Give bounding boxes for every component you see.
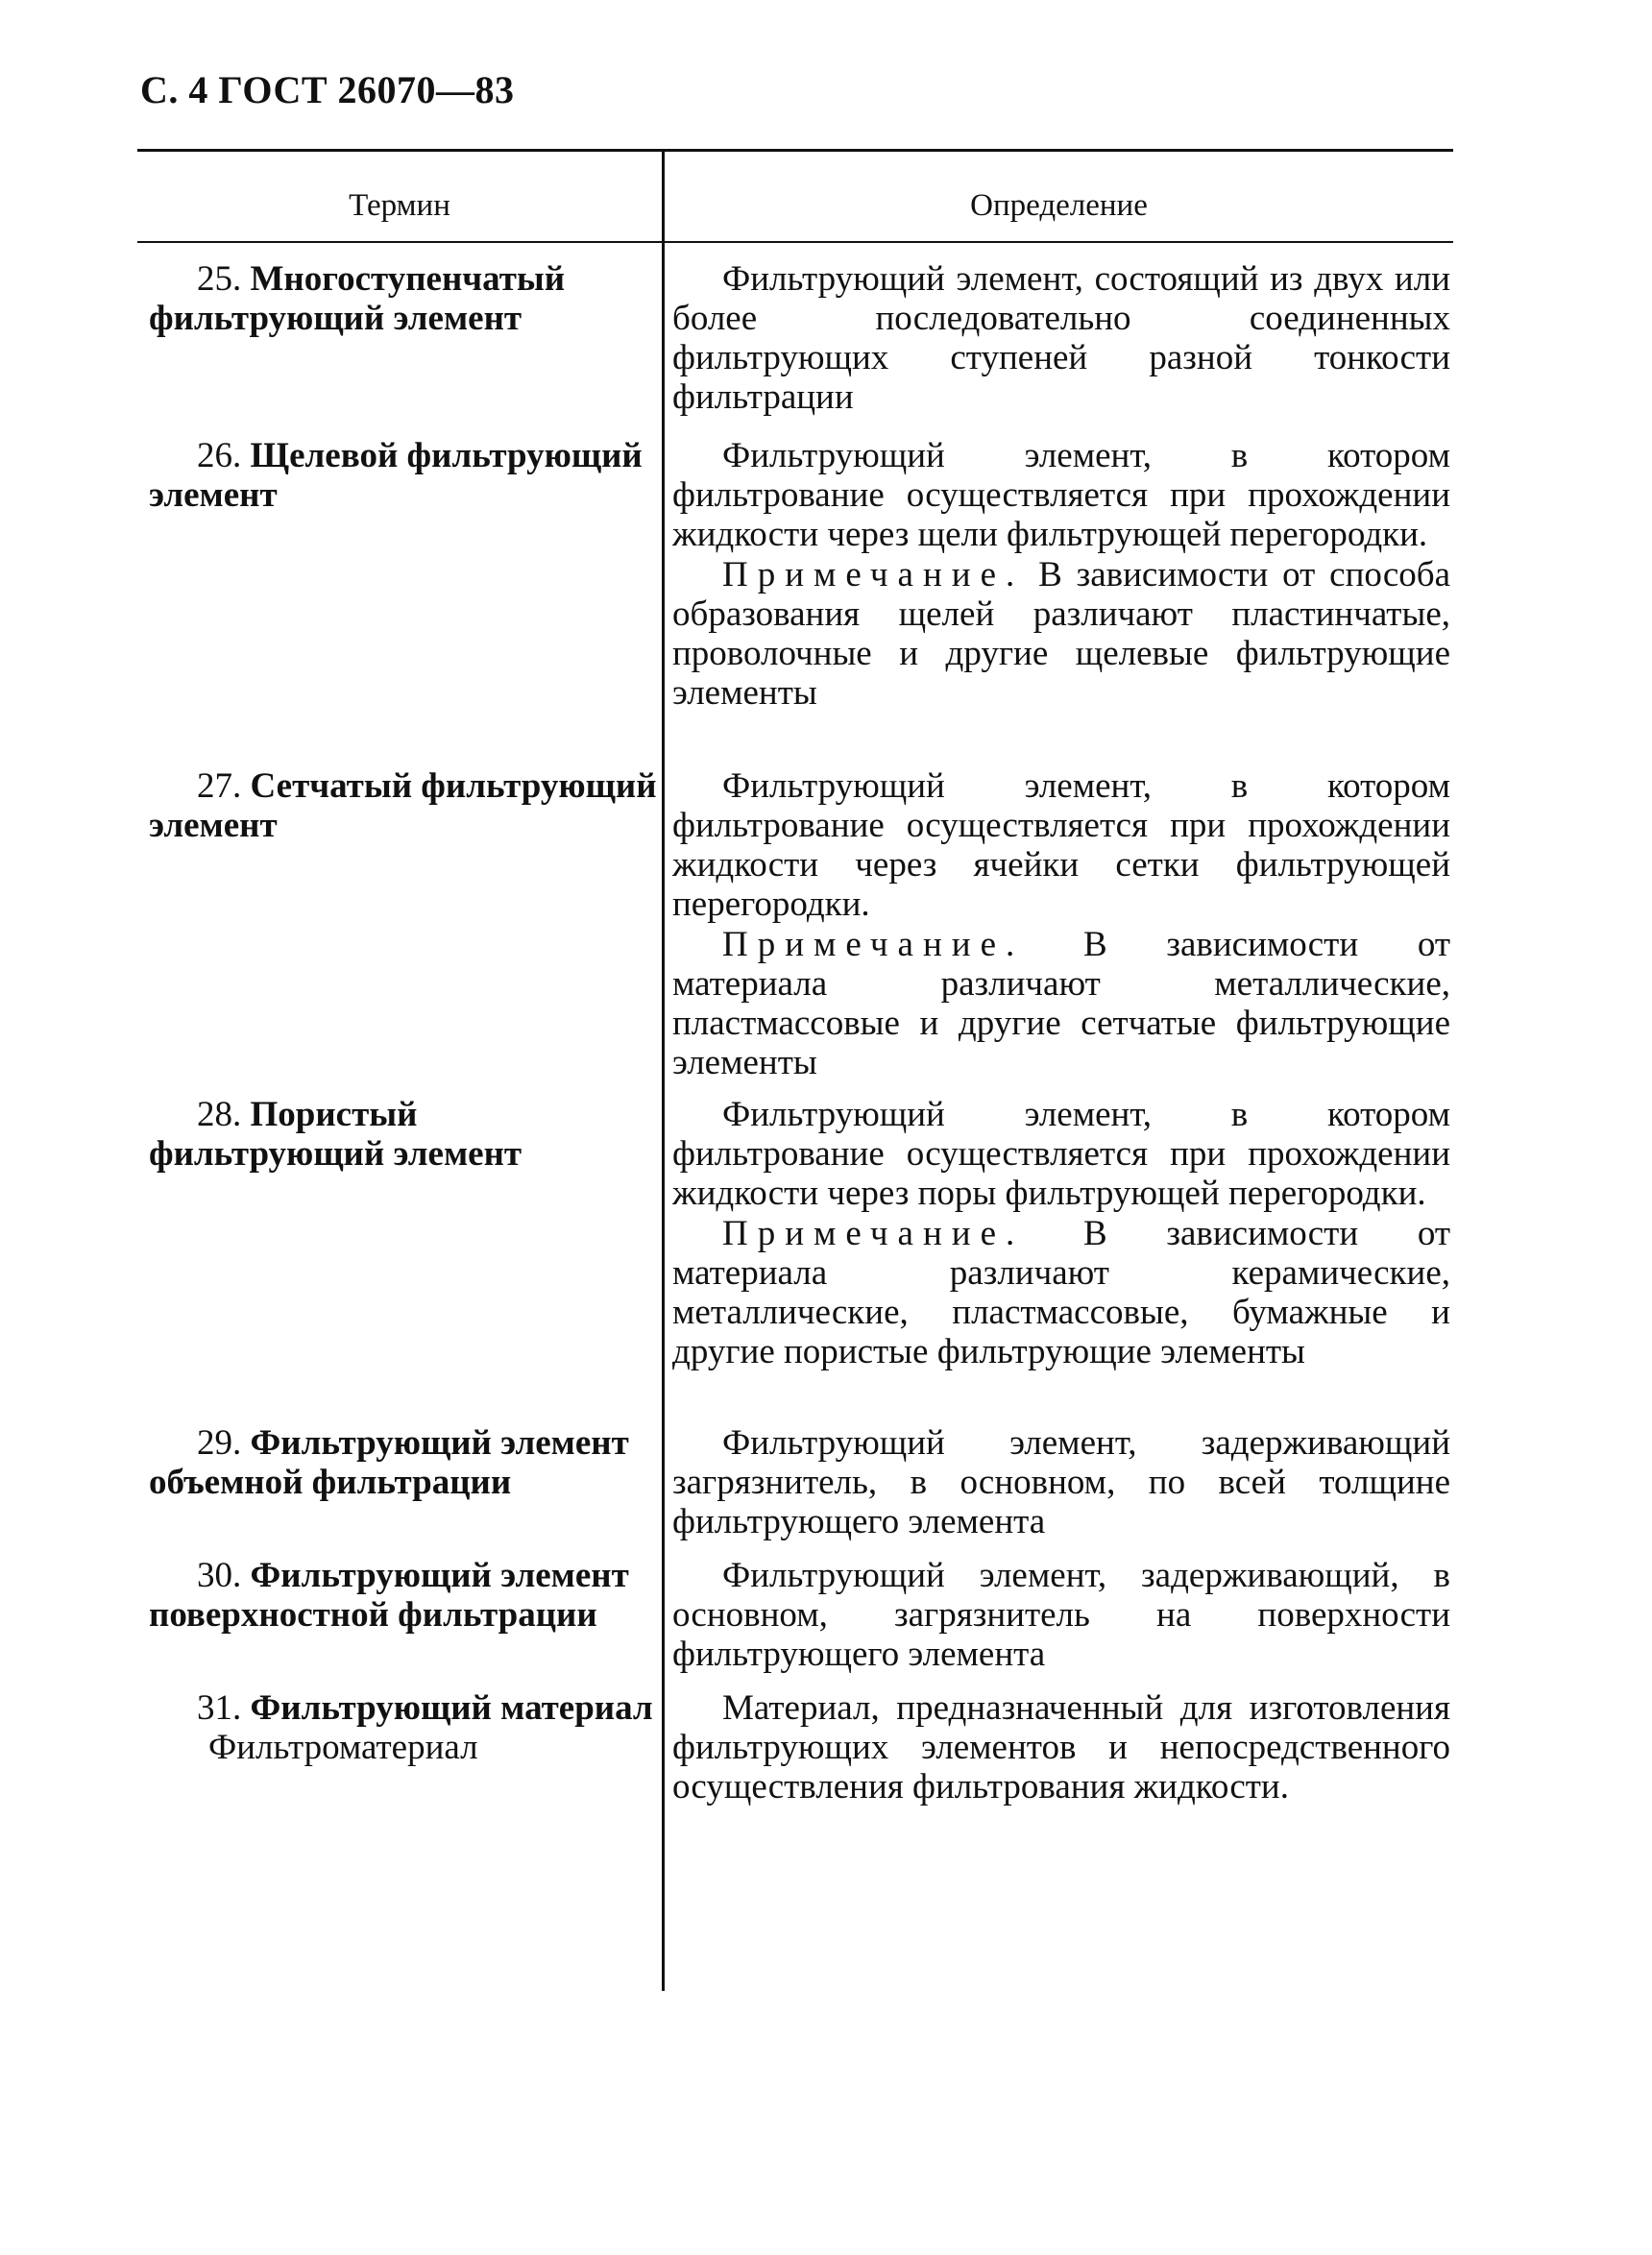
term-number: 31. <box>197 1688 242 1728</box>
table-top-rule <box>137 149 1453 152</box>
definition-text: Фильтрующий элемент, задерживающий, в основном, загрязнитель на поверхности фильтрующего элемента <box>672 1556 1450 1674</box>
term-cell <box>149 436 658 515</box>
page-header: С. 4 ГОСТ 26070—83 <box>140 68 515 111</box>
definition-text: Фильтрующий элемент, в котором фильтрование осуществляется при прохождении жидкости через поры фильтрующей перегородки. <box>672 1095 1450 1213</box>
term-synonym: Фильтроматериал <box>208 1728 478 1767</box>
definition-note <box>672 555 1450 713</box>
term-name: Фильтрующий материал <box>250 1688 653 1728</box>
term-number: 30. <box>197 1556 242 1595</box>
definition-text: Фильтрующий элемент, состоящий из двух или более последовательно соединенных фильтрующих ступеней разной тонкости фильтрации <box>672 259 1450 417</box>
term-cell <box>149 1095 658 1174</box>
column-header-term: Термин <box>349 188 450 223</box>
term-number: 26. <box>197 436 242 475</box>
definition-cell <box>672 1095 1450 1371</box>
term-name: Щелевой фильтрующий элемент <box>149 436 643 515</box>
definition-cell <box>672 1688 1450 1806</box>
note-text: В зависимости от материала различают керамические, металлические, пластмассовые, бумажные и другие пористые фильтрующие элементы <box>672 1214 1451 1371</box>
term-number: 29. <box>197 1423 242 1463</box>
term-number: 27. <box>197 766 242 806</box>
definition-cell <box>672 766 1450 1082</box>
note-label: Примечание. <box>722 1214 1025 1253</box>
term-name: Фильтрующий элемент поверхностной фильтрации <box>149 1556 629 1635</box>
term-cell <box>149 1423 658 1502</box>
term-name: Многоступенчатый фильтрующий элемент <box>149 259 566 338</box>
term-name: Пористый фильтрующий элемент <box>149 1095 522 1174</box>
term-cell <box>149 1688 658 1767</box>
term-name: Сетчатый фильтрующий элемент <box>149 766 657 845</box>
definition-cell <box>672 259 1450 417</box>
term-cell <box>149 1556 658 1635</box>
definition-cell <box>672 1556 1450 1674</box>
note-text: В зависимости от материала различают металлические, пластмассовые и другие сетчатые фильтрующие элементы <box>672 925 1451 1082</box>
term-cell <box>149 766 658 845</box>
definition-cell <box>672 436 1450 713</box>
column-divider <box>662 152 665 1991</box>
definition-note <box>672 1214 1450 1371</box>
definition-cell <box>672 1423 1450 1541</box>
term-cell <box>149 259 658 338</box>
definition-text: Фильтрующий элемент, в котором фильтрование осуществляется при прохождении жидкости через щели фильтрующей перегородки. <box>672 436 1450 554</box>
term-name: Фильтрующий элемент объемной фильтрации <box>149 1423 629 1502</box>
note-text: В зависимости от способа образования щелей различают пластинчатые, проволочные и другие щелевые фильтрующие элементы <box>672 555 1450 713</box>
definition-text: Фильтрующий элемент, в котором фильтрование осуществляется при прохождении жидкости через ячейки сетки фильтрующей перегородки. <box>672 766 1450 924</box>
term-number: 25. <box>197 259 242 299</box>
note-label: Примечание. <box>722 555 1025 594</box>
note-label: Примечание. <box>722 925 1025 964</box>
table-header-rule <box>137 241 1453 243</box>
column-header-definition: Определение <box>970 188 1148 223</box>
definition-note <box>672 925 1450 1082</box>
definition-text: Фильтрующий элемент, задерживающий загрязнитель, в основном, по всей толщине фильтрующего элемента <box>672 1423 1450 1541</box>
term-number: 28. <box>197 1095 242 1134</box>
definition-text: Материал, предназначенный для изготовления фильтрующих элементов и непосредственного осуществления фильтрования жидкости. <box>672 1688 1450 1806</box>
